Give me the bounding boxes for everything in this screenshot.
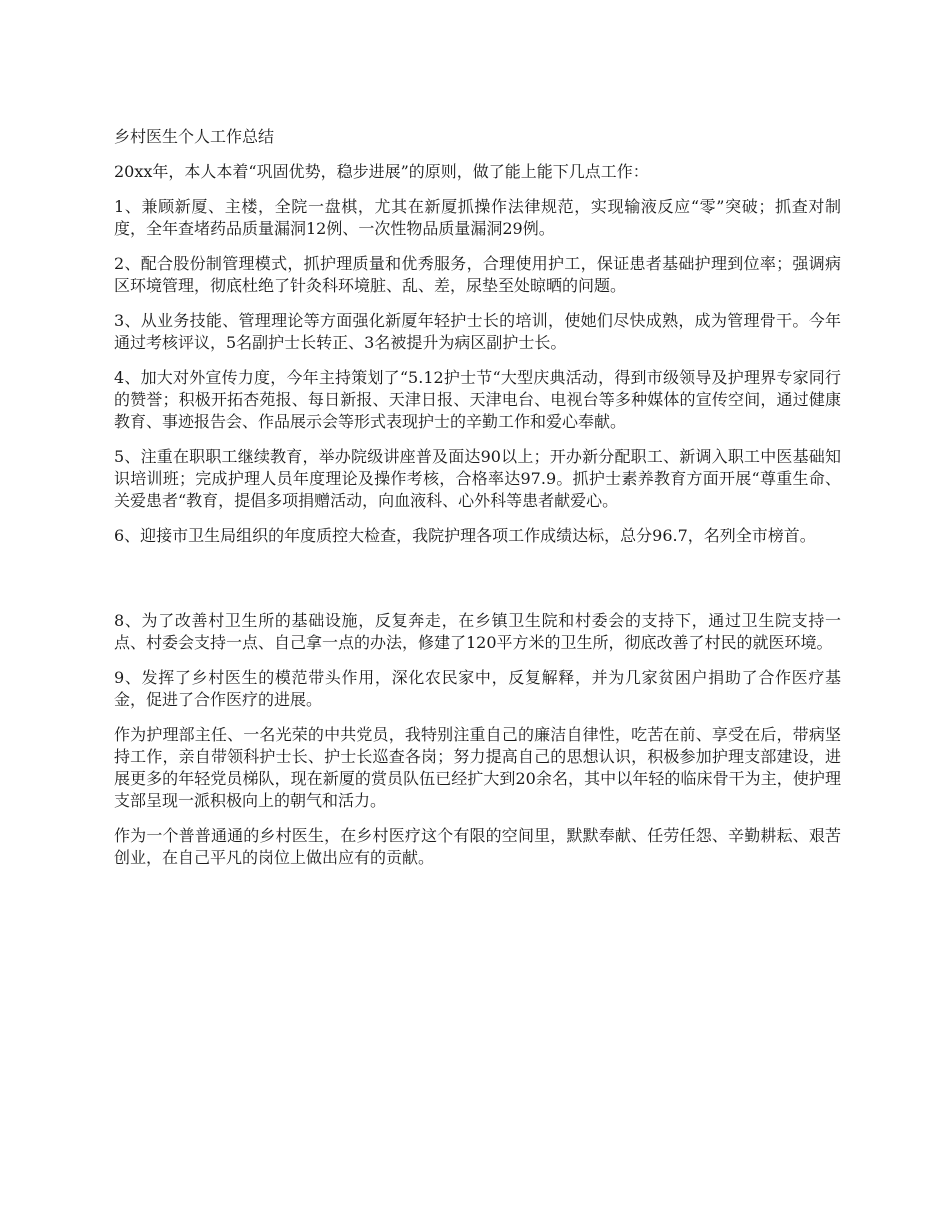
item-2-paragraph: 2、配合股份制管理模式，抓护理质量和优秀服务，合理使用护工，保证患者基础护理到位率；强调病区环境管理，彻底杜绝了针灸科环境脏、乱、差，尿垫至处晾晒的问题。 — [114, 254, 841, 295]
item-3-paragraph: 3、从业务技能、管理理论等方面强化新厦年轻护士长的培训，使她们尽快成熟，成为管理骨干。今年通过考核评议，5名副护士长转正、3名被提升为病区副护士长。 — [114, 311, 841, 352]
item-4-paragraph: 4、加大对外宣传力度，今年主持策划了“5.12护士节“大型庆典活动，得到市级领导及护理界专家同行的赞誉；积极开拓杏苑报、每日新报、天津日报、天津电台、电视台等多种媒体的宣传空间，通过健康教育、事迹报告会、作品展示会等形式表现护士的辛勤工作和爱心奉献。 — [114, 368, 841, 431]
item-8-paragraph: 8、为了改善村卫生所的基础设施，反复奔走，在乡镇卫生院和村委会的支持下，通过卫生院支持一点、村委会支持一点、自己拿一点的办法，修建了120平方米的卫生所，彻底改善了村民的就医环境。 — [114, 611, 841, 652]
item-6-paragraph: 6、迎接市卫生局组织的年度质控大检查，我院护理各项工作成绩达标，总分96.7，名列全市榜首。 — [114, 526, 816, 545]
blank-gap — [114, 560, 841, 610]
party-member-paragraph: 作为护理部主任、一名光荣的中共党员，我特别注重自己的廉洁自律性，吃苦在前、享受在后，带病坚持工作，亲自带领科护士长、护士长巡查各岗；努力提高自己的思想认识，积极参加护理支部建设，进展更多的年轻党员梯队，现在新厦的赏员队伍已经扩大到20余名，其中以年轻的临床骨干为主，使护理支部呈现一派积极向上的朝气和活力。 — [114, 725, 841, 810]
item-9-paragraph: 9、发挥了乡村医生的模范带头作用，深化农民家中，反复解释，并为几家贫困户捐助了合作医疗基金，促进了合作医疗的进展。 — [114, 668, 841, 709]
intro-paragraph: 20xx年，本人本着“巩固优势，稳步进展”的原则，做了能上能下几点工作： — [114, 162, 649, 181]
item-5-paragraph: 5、注重在职职工继续教育，举办院级讲座普及面达90以上；开办新分配职工、新调入职工中医基础知识培训班；完成护理人员年度理论及操作考核，合格率达97.9。抓护士素养教育方面开展“尊重生命、关爱患者“教育，提倡多项捐赠活动，向血液科、心外科等患者献爱心。 — [114, 447, 841, 510]
closing-paragraph: 作为一个普普通通的乡村医生，在乡村医疗这个有限的空间里，默默奉献、任劳任怨、辛勤耕耘、艰苦创业，在自己平凡的岗位上做出应有的贡献。 — [114, 826, 841, 867]
document-title: 乡村医生个人工作总结 — [114, 127, 275, 146]
item-1-paragraph: 1、兼顾新厦、主楼，全院一盘棋，尤其在新厦抓操作法律规范，实现输液反应“零”突破；抓查对制度，全年查堵药品质量漏洞12例、一次性物品质量漏洞29例。 — [114, 197, 841, 238]
document-body — [114, 126, 841, 882]
